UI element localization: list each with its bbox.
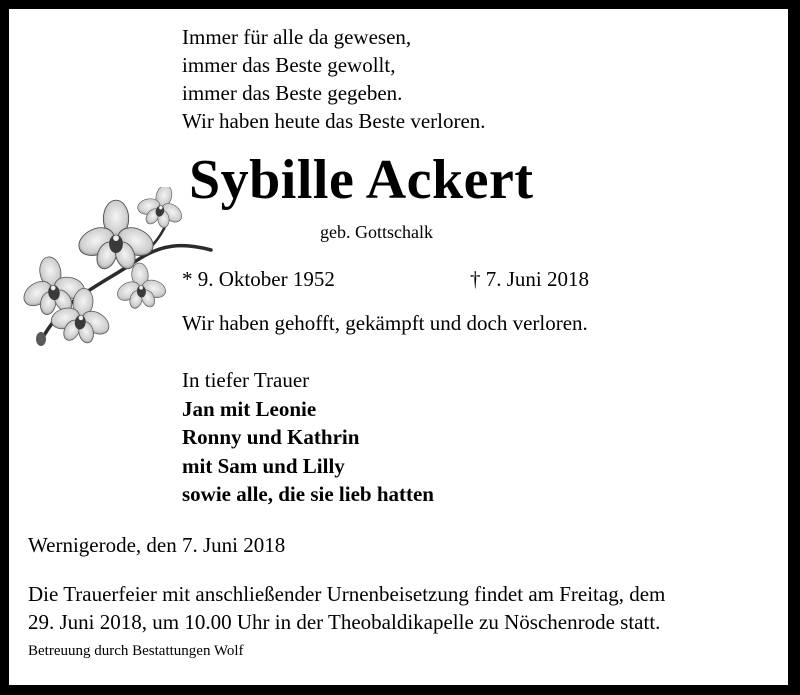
mourner-name: mit Sam und Lilly [182,453,345,478]
funeral-line: Die Trauerfeier mit anschließender Urnenbeisetzung findet am Freitag, dem [28,582,666,606]
deceased-name: Sybille Ackert [189,149,534,211]
poem-line: immer das Beste gegeben. [182,81,403,105]
mourner-name: Ronny und Kathrin [182,425,360,449]
obituary-notice [9,9,788,685]
undertaker-credit: Betreuung durch Bestattungen Wolf [28,643,244,659]
mourner-name: sowie alle, die sie lieb hatten [182,482,434,506]
birth-date: * 9. Oktober 1952 [182,267,335,291]
maiden-name: geb. Gottschalk [320,222,433,242]
death-date: † 7. Juni 2018 [470,267,590,291]
poem-line: Immer für alle da gewesen, [182,25,412,49]
poem [182,23,486,135]
mourners-intro: In tiefer Trauer [182,368,310,392]
place-date: Wernigerode, den 7. Juni 2018 [28,533,286,557]
funeral-line: 29. Juni 2018, um 10.00 Uhr in der Theobaldikapelle zu Nöschenrode statt. [28,610,661,634]
mourners-block [182,366,434,509]
motto: Wir haben gehofft, gekämpft und doch verloren. [182,311,588,335]
funeral-info [28,580,665,636]
poem-line: Wir haben heute das Beste verloren. [182,109,486,133]
poem-line: immer das Beste gewollt, [182,53,396,77]
mourner-name: Jan mit Leonie [182,396,317,421]
